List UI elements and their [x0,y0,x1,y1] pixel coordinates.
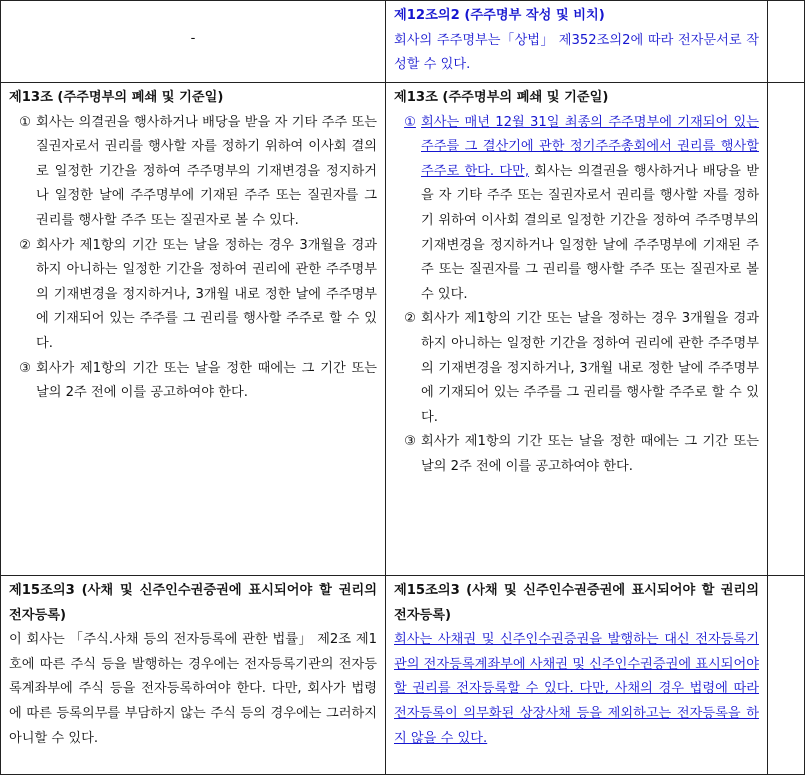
article-title: 제13조 (주주명부의 폐쇄 및 기준일) [9,90,224,105]
clause-item [9,357,377,406]
clause-number: ② [19,237,31,253]
clause-item [9,234,377,357]
before-cell [1,576,386,775]
after-cell [386,576,768,775]
clause-number: ② [404,311,416,327]
article-title: 제15조의3 (사채 및 신주인수권증권에 표시되어야 할 권리의 전자등록) [394,583,759,623]
clause-number: ① [19,114,31,130]
empty-marker: - [190,31,196,46]
added-text: 회사는 사채권 및 신주인수권증권을 발행하는 대신 전자등록기관의 전자등록계좌부에 사채권 및 신주인수권증권에 표시되어야 할 권리를 전자등록할 수 있다. 다만, 사채의 경우 법령에 따라 전자등록이 의무화된 상장사채 등을 제외하고는 전자등록을 하지 않을 수 있다. [394,632,759,746]
row-article-13 [1,83,805,576]
row-article-12-2 [1,1,805,83]
clause-number: ① [404,114,416,130]
clause-text: 회사는 의결권을 행사하거나 배당을 받을 자 기타 주주 또는 질권자로서 권리를 행사할 자를 정하기 위하여 이사회 결의로 일정한 기간을 정하여 주주명부의 기재변경을 정지하거나 일정한 날에 주주명부에 기재된 주주 또는 질권자를 그 권리를 행사할 주주 또는 질권자로 볼 수 있다. [36,114,377,228]
clause-item [394,430,759,479]
row-article-15-3 [1,576,805,775]
clause-text: 회사는 의결권을 행사하거나 배당을 받을 자 기타 주주 또는 질권자로서 권리를 행사할 자를 정하기 위하여 이사회 결의로 일정한 기간을 정하여 주주명부의 기재변경을 정지하거나 일정한 날에 주주명부에 기재된 주주 또는 질권자를 그 권리를 행사할 주주 또는 질권자로 볼 수 있다. [421,163,759,302]
clause-item [9,111,377,234]
clause-text: 회사가 제1항의 기간 또는 날을 정한 때에는 그 기간 또는 날의 2주 전에 이를 공고하여야 한다. [36,360,377,401]
before-cell [1,83,386,576]
article-body: 회사의 주주명부는「상법」 제352조의2에 따라 전자문서로 작성할 수 있다. [394,32,759,73]
article-title: 제15조의3 (사채 및 신주인수권증권에 표시되어야 할 권리의 전자등록) [9,583,377,623]
article-title: 제13조 (주주명부의 폐쇄 및 기준일) [394,90,609,105]
article-title: 제12조의2 (주주명부 작성 및 비치) [394,8,605,23]
clause-number: ③ [19,360,31,376]
note-cell [768,1,805,83]
clause-item [394,111,759,308]
after-cell [386,1,768,83]
clause-text: 회사가 제1항의 기간 또는 날을 정하는 경우 3개월을 경과 하지 아니하는 일정한 기간을 정하여 권리에 관한 주주명부의 기재변경을 정지하거나, 3개월 내로 정한 날에 주주명부에 기재되어 있는 주주를 그 권리를 행사할 주주로 할 수 있다. [421,311,759,425]
clause-number: ③ [404,434,416,450]
after-cell [386,83,768,576]
article-body: 이 회사는 「주식.사채 등의 전자등록에 관한 법률」 제2조 제1호에 따른 주식 등을 발행하는 경우에는 전자등록기관의 전자등록계좌부에 주식 등을 전자등록하여야 한다. 다만, 회사가 법령에 따른 등록의무를 부담하지 않는 주식 등의 경우에는 그러하지 아니할 수 있다. [9,632,377,746]
clause-text: 회사가 제1항의 기간 또는 날을 정한 때에는 그 기간 또는 날의 2주 전에 이를 공고하여야 한다. [421,434,759,474]
added-text: 회사는 매년 12월 31일 최종의 주주명부에 기재되어 있는 주주를 그 결산기에 관한 정기주주총회에서 권리를 행사할 주주로 한다. 다만, [421,114,759,179]
note-cell [768,576,805,775]
note-cell [768,83,805,576]
clause-item [394,307,759,430]
before-cell [1,1,386,83]
clause-text: 회사가 제1항의 기간 또는 날을 정하는 경우 3개월을 경과하지 아니하는 일정한 기간을 정하여 권리에 관한 주주명부의 기재변경을 정지하거나, 3개월 내로 정한 날에 주주명부에 기재되어 있는 주주를 그 권리를 행사할 주주로 할 수 있다. [36,237,377,351]
